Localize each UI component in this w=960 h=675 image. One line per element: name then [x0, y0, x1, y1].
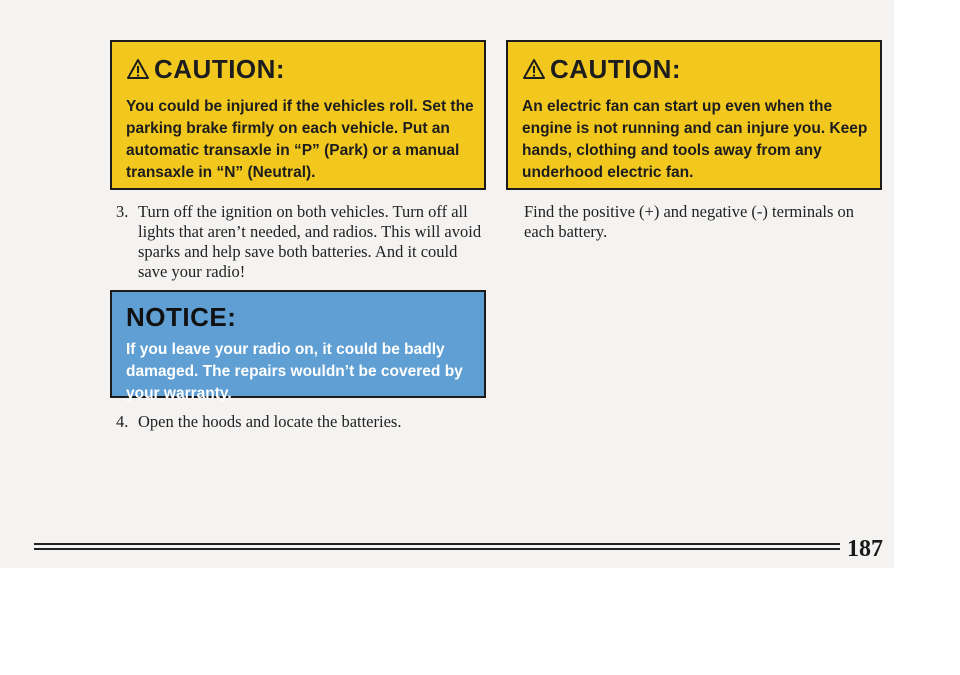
caution-title-text: CAUTION: — [154, 54, 286, 84]
caution-title-text: CAUTION: — [550, 54, 682, 84]
notice-body: If you leave your radio on, it could be badly damaged. The repairs wouldn’t be covered by your warranty. — [126, 341, 463, 402]
caution-title — [522, 54, 681, 85]
step-number: 3. — [116, 202, 129, 221]
footer-rule-top — [34, 543, 840, 545]
page-number: 187 — [847, 536, 883, 562]
caution-body: An electric fan can start up even when the engine is not running and can injure you. Keep hands, clothing and tools away from any underhood electric fan. — [522, 98, 868, 181]
warning-triangle-icon — [522, 58, 546, 80]
footer-rule-bottom — [34, 548, 840, 550]
step-text: Turn off the ignition on both vehicles. Turn off all lights that aren’t needed, and radios. This will avoid sparks and help save both batteries. And it could save your radio! — [138, 202, 482, 281]
caution-box-right — [506, 40, 882, 190]
step-number: 4. — [116, 412, 129, 431]
step-text: Open the hoods and locate the batteries. — [138, 412, 402, 431]
caution-body: You could be injured if the vehicles roll. Set the parking brake firmly on each vehicle. Put an automatic transaxle in “P” (Park) or a manual transaxle in “N” (Neutral). — [126, 98, 474, 181]
caution-title — [126, 54, 285, 85]
caution-box-left — [110, 40, 486, 190]
warning-triangle-icon — [126, 58, 150, 80]
notice-title: NOTICE: — [126, 302, 237, 332]
terminals-paragraph: Find the positive (+) and negative (-) terminals on each battery. — [524, 202, 855, 241]
notice-box — [110, 290, 486, 402]
